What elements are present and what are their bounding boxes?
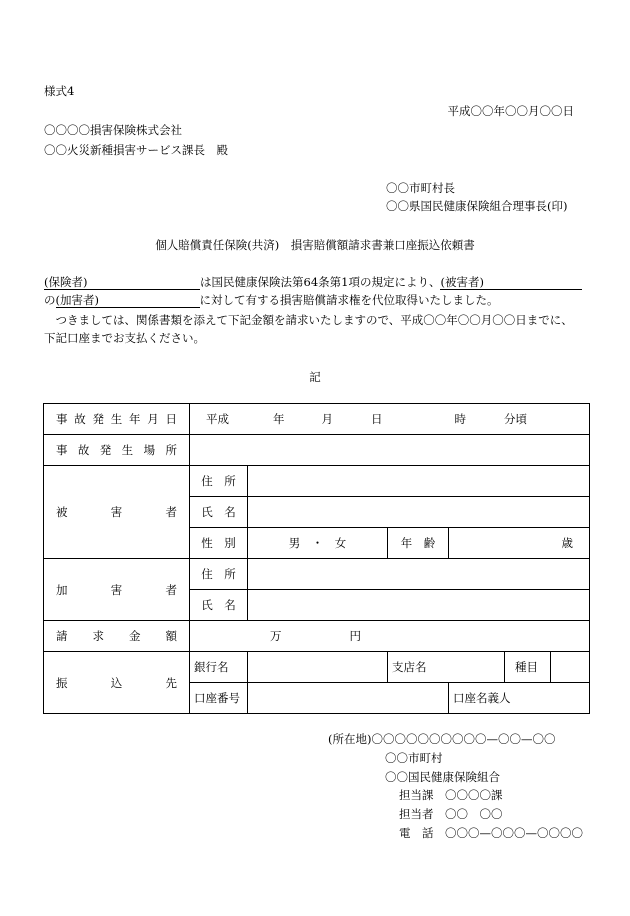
perpetrator-name-value[interactable] bbox=[248, 590, 590, 621]
label-char: 者 bbox=[165, 505, 177, 519]
body-text-1: は国民健康保険法第64条第1項の規定により、 bbox=[200, 275, 441, 289]
label-char: 日 bbox=[165, 412, 177, 426]
ki-heading: 記 bbox=[309, 370, 321, 384]
footer-union: 〇〇国民健康保険組合 bbox=[385, 769, 500, 784]
label-char: 故 bbox=[74, 412, 86, 426]
account-number-label: 口座番号 bbox=[190, 683, 248, 714]
account-holder-cell[interactable] bbox=[449, 683, 590, 714]
accident-place-row bbox=[44, 435, 590, 466]
account-holder-label: 口座名義人 bbox=[453, 691, 511, 705]
victim-gender-value[interactable]: 男 ・ 女 bbox=[248, 528, 388, 559]
label-char: 生 bbox=[121, 443, 134, 457]
transfer-label bbox=[44, 652, 190, 714]
perpetrator-blank bbox=[56, 293, 200, 308]
bank-name-label: 銀行名 bbox=[190, 652, 248, 683]
body-line-2 bbox=[44, 293, 499, 308]
label-char: 被 bbox=[56, 505, 68, 519]
addressee-company: 〇〇〇〇損害保険株式会社 bbox=[44, 123, 182, 137]
label-char: 月 bbox=[147, 412, 159, 426]
label-char: 者 bbox=[165, 582, 177, 597]
label-char: 金 bbox=[129, 629, 141, 643]
label-char: 生 bbox=[110, 412, 123, 426]
label-char: 害 bbox=[110, 505, 123, 519]
addressee-person: 〇〇火災新種損害サービス課長 殿 bbox=[44, 143, 228, 157]
claim-table bbox=[43, 403, 590, 714]
victim-blank bbox=[440, 275, 582, 290]
label-char: 請 bbox=[56, 629, 68, 643]
footer-person: 担当者 〇〇 〇〇 bbox=[399, 807, 503, 822]
label-char: 込 bbox=[110, 675, 123, 690]
body-line-1 bbox=[44, 275, 582, 290]
accident-place-label bbox=[44, 435, 190, 466]
body-no: の bbox=[44, 293, 56, 307]
insured-label: (保険者) bbox=[44, 275, 88, 289]
victim-age-label: 年 齢 bbox=[388, 528, 449, 559]
victim-name-value[interactable] bbox=[248, 497, 590, 528]
perpetrator-address-label: 住 所 bbox=[190, 559, 248, 590]
body-text-2: に対して有する損害賠償請求権を代位取得いたしました。 bbox=[199, 293, 499, 307]
sender-footer bbox=[328, 730, 583, 843]
perpetrator-name-label: 氏 名 bbox=[190, 590, 248, 621]
victim-gender-label: 性 別 bbox=[190, 528, 248, 559]
label-char: 加 bbox=[56, 582, 68, 597]
bank-name-value[interactable] bbox=[248, 652, 388, 683]
sender-mayor: 〇〇市町村長 bbox=[386, 181, 455, 195]
hour-unit: 時 bbox=[454, 412, 466, 426]
claim-amount-value[interactable] bbox=[190, 621, 590, 652]
man-unit: 万 bbox=[270, 629, 282, 643]
perpetrator-label bbox=[44, 559, 190, 621]
victim-address-row bbox=[44, 466, 590, 497]
label-char: 害 bbox=[110, 582, 123, 597]
label-char: 発 bbox=[99, 443, 112, 457]
label-char: 先 bbox=[165, 675, 177, 690]
victim-address-label: 住 所 bbox=[190, 466, 248, 497]
label-char: 額 bbox=[165, 629, 177, 643]
body-line-4: 下記口座までお支払ください。 bbox=[44, 331, 205, 345]
account-number-value[interactable] bbox=[248, 683, 449, 714]
bank-row bbox=[44, 652, 590, 683]
minute-unit: 分頃 bbox=[504, 412, 527, 426]
era: 平成 bbox=[206, 412, 229, 426]
footer-municipality: 〇〇市町村 bbox=[385, 750, 443, 765]
victim-age-value[interactable]: 歳 bbox=[449, 528, 590, 559]
label-char: 発 bbox=[92, 412, 104, 426]
month-unit: 月 bbox=[321, 412, 333, 426]
footer-phone: 電 話 〇〇〇—〇〇〇—〇〇〇〇 bbox=[399, 825, 583, 840]
footer-dept: 担当課 〇〇〇〇課 bbox=[399, 788, 503, 803]
body-line-3: つきましては、関係書類を添えて下記金額を請求いたしますので、平成〇〇年〇〇月〇〇日までに、 bbox=[44, 313, 573, 327]
accident-place-value[interactable] bbox=[190, 435, 590, 466]
perpetrator-address-value[interactable] bbox=[248, 559, 590, 590]
branch-cell[interactable] bbox=[388, 652, 505, 683]
type-label: 種目 bbox=[505, 652, 551, 682]
accident-date-label bbox=[44, 404, 190, 435]
label-char: 年 bbox=[129, 412, 141, 426]
victim-address-value[interactable] bbox=[248, 466, 590, 497]
label-char: 場 bbox=[143, 443, 156, 457]
form-number: 様式4 bbox=[44, 84, 75, 98]
claim-amount-label bbox=[44, 621, 190, 652]
yen-unit: 円 bbox=[349, 629, 361, 643]
claim-amount-row bbox=[44, 621, 590, 652]
label-char: 求 bbox=[92, 629, 104, 643]
label-char: 事 bbox=[56, 412, 68, 426]
victim-name-label: 氏 名 bbox=[190, 497, 248, 528]
branch-label: 支店名 bbox=[392, 660, 427, 674]
perpetrator-label: (加害者) bbox=[55, 293, 99, 307]
accident-date-row bbox=[44, 404, 590, 435]
victim-label bbox=[44, 466, 190, 559]
year-unit: 年 bbox=[273, 412, 285, 426]
victim-label: (被害者) bbox=[440, 275, 484, 289]
insured-blank bbox=[44, 275, 200, 290]
perpetrator-address-row bbox=[44, 559, 590, 590]
accident-date-value[interactable] bbox=[190, 404, 590, 435]
type-cell[interactable] bbox=[505, 652, 590, 683]
label-char: 故 bbox=[77, 443, 90, 457]
document-title: 個人賠償責任保険(共済) 損害賠償額請求書兼口座振込依頼書 bbox=[155, 238, 475, 252]
footer-location: (所在地)〇〇〇〇〇〇〇〇〇〇—〇〇—〇〇 bbox=[328, 732, 556, 746]
label-char: 事 bbox=[56, 443, 68, 457]
label-char: 所 bbox=[165, 443, 177, 457]
day-unit: 日 bbox=[371, 412, 383, 426]
document-date: 平成〇〇年〇〇月〇〇日 bbox=[447, 104, 574, 118]
sender-union: 〇〇県国民健康保険組合理事長(印) bbox=[386, 199, 568, 213]
label-char: 振 bbox=[56, 675, 68, 690]
